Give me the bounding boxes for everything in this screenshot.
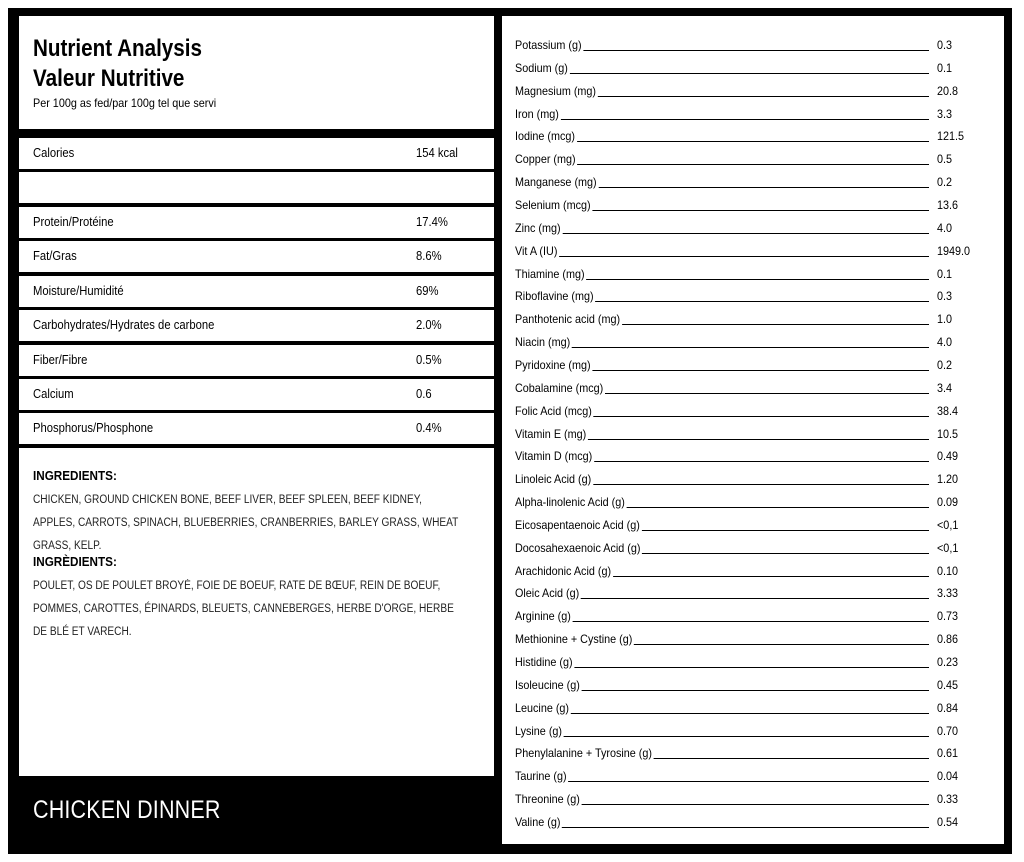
mineral-row: [515, 740, 985, 763]
mineral-row: [515, 261, 985, 284]
mineral-row: [515, 558, 985, 581]
mineral-value: 13.6: [937, 198, 959, 212]
ingredients-heading-en: INGREDIENTS:: [33, 468, 117, 483]
mineral-value: <0,1: [937, 517, 959, 532]
mineral-row: [515, 32, 985, 55]
mineral-value: 0.61: [937, 746, 959, 761]
mineral-label: Isoleucine (g): [515, 677, 580, 692]
mineral-value: 0.23: [937, 655, 959, 669]
mineral-label: Panthotenic acid (mg): [515, 312, 621, 327]
mineral-value: <0,1: [937, 540, 959, 555]
nutrient-label: Fiber/Fibre: [33, 353, 88, 367]
ingredients-box: [19, 448, 494, 776]
nutrient-row: [19, 241, 494, 272]
mineral-row: [515, 398, 985, 421]
mineral-row: [515, 123, 985, 146]
mineral-row: [515, 283, 985, 306]
mineral-value: 38.4: [937, 403, 959, 418]
mineral-row: [515, 421, 985, 444]
mineral-row: [515, 580, 985, 603]
ingredients-text-fr: POULET, OS DE POULET BROYÉ, FOIE DE BOEUF, RATE DE BŒUF, REIN DE BOEUF, POMMES, CAROTTES, ÉPINARDS, BLEUETS, CANNEBERGES, HERBE D'ORGE, HERBE DE BLÉ ET VARECH.: [33, 580, 454, 638]
mineral-row: [515, 55, 985, 78]
mineral-value: 0.73: [937, 609, 959, 624]
mineral-label: Cobalamine (mcg): [515, 380, 604, 395]
mineral-label: Threonine (g): [515, 792, 580, 807]
nutrient-label: Moisture/Humidité: [33, 284, 124, 298]
leader-line: [515, 347, 929, 348]
mineral-label: Histidine (g): [515, 655, 573, 669]
nutrient-value: 17.4%: [416, 215, 448, 229]
mineral-value: 20.8: [937, 83, 959, 98]
mineral-label: Eicosapentaenoic Acid (g): [515, 517, 640, 532]
mineral-value: 0.5: [937, 152, 953, 167]
nutrient-label: Calories: [33, 146, 75, 160]
mineral-label: Vitamin E (mg): [515, 426, 587, 441]
mineral-label: Pyridoxine (mg): [515, 357, 591, 372]
mineral-row: [515, 512, 985, 535]
mineral-label: Lysine (g): [515, 723, 563, 738]
mineral-value: 0.1: [937, 60, 953, 75]
nutrient-value: 2.0%: [416, 318, 442, 332]
mineral-value: 0.2: [937, 357, 953, 372]
mineral-label: Methionine + Cystine (g): [515, 632, 633, 647]
mineral-value: 3.3: [937, 106, 953, 121]
nutrient-value: 8.6%: [416, 249, 442, 263]
nutrient-label: Calcium: [33, 387, 74, 401]
leader-line: [515, 119, 929, 120]
mineral-label: Magnesium (mg): [515, 83, 597, 98]
mineral-value: 4.0: [937, 335, 953, 350]
nutrient-row: [19, 413, 494, 444]
mineral-value: 0.54: [937, 814, 959, 829]
mineral-row: [515, 763, 985, 786]
mineral-row: [515, 192, 985, 215]
mineral-row: [515, 329, 985, 352]
mineral-value: 121.5: [937, 129, 965, 144]
mineral-row: [515, 146, 985, 169]
mineral-value: 0.04: [937, 769, 959, 784]
nutrient-value: 69%: [416, 284, 439, 298]
mineral-label: Valine (g): [515, 814, 561, 829]
mineral-row: [515, 718, 985, 741]
mineral-value: 1949.0: [937, 243, 971, 258]
mineral-row: [515, 672, 985, 695]
nutrient-label: Phosphorus/Phosphone: [33, 421, 154, 435]
mineral-value: 0.2: [937, 175, 953, 190]
serving-note: Per 100g as fed/par 100g tel que servi: [33, 96, 217, 110]
mineral-row: [515, 603, 985, 626]
mineral-label: Taurine (g): [515, 769, 567, 784]
mineral-row: [515, 215, 985, 238]
mineral-label: Leucine (g): [515, 700, 570, 715]
header-box: [19, 16, 494, 129]
mineral-value: 0.10: [937, 563, 959, 578]
mineral-row: [515, 695, 985, 718]
page-title: [33, 34, 202, 94]
mineral-value: 4.0: [937, 220, 953, 235]
leader-line: [515, 667, 929, 668]
mineral-row: [515, 238, 985, 261]
leader-line: [515, 233, 929, 234]
mineral-value: 0.45: [937, 677, 959, 692]
nutrient-row: [19, 172, 494, 203]
nutrient-value: 0.4%: [416, 421, 442, 435]
title-line-en: Nutrient Analysis: [33, 35, 202, 62]
mineral-label: Sodium (g): [515, 60, 568, 75]
mineral-row: [515, 169, 985, 192]
left-panel: [19, 16, 494, 854]
mineral-row: [515, 535, 985, 558]
nutrient-value: 0.5%: [416, 353, 442, 367]
mineral-value: 0.84: [937, 700, 959, 715]
nutrient-label: Protein/Protéine: [33, 215, 114, 229]
mineral-label: Vit A (IU): [515, 243, 558, 258]
mineral-label: Iron (mg): [515, 106, 559, 121]
product-name: CHICKEN DINNER: [33, 796, 221, 824]
title-line-fr: Valeur Nutritive: [33, 65, 185, 92]
mineral-row: [515, 626, 985, 649]
mineral-row: [515, 375, 985, 398]
mineral-label: Phenylalanine + Tyrosine (g): [515, 746, 652, 761]
leader-line: [515, 256, 929, 257]
mineral-value: 1.20: [937, 472, 959, 487]
mineral-value: 0.70: [937, 723, 959, 738]
mineral-label: Niacin (mg): [515, 335, 571, 350]
mineral-label: Folic Acid (mcg): [515, 403, 592, 418]
mineral-value: 0.3: [937, 38, 953, 52]
leader-line: [515, 781, 929, 782]
mineral-label: Iodine (mcg): [515, 129, 576, 144]
mineral-value: 0.09: [937, 495, 959, 509]
mineral-value: 0.33: [937, 792, 959, 807]
mineral-label: Riboflavine (mg): [515, 289, 594, 304]
nutrient-row: [19, 138, 494, 169]
nutrient-row: [19, 379, 494, 410]
mineral-label: Manganese (mg): [515, 175, 597, 190]
nutrient-value: 154 kcal: [416, 146, 458, 160]
mineral-label: Copper (mg): [515, 152, 576, 167]
mineral-label: Thiamine (mg): [515, 266, 585, 281]
nutrient-row: [19, 310, 494, 341]
mineral-label: Docosahexaenoic Acid (g): [515, 540, 641, 555]
mineral-label: Arginine (g): [515, 609, 571, 624]
leader-line: [515, 73, 929, 74]
mineral-label: Linoleic Acid (g): [515, 472, 592, 487]
mineral-label: Potassium (g): [515, 38, 582, 52]
mineral-row: [515, 306, 985, 329]
nutrient-label: Fat/Gras: [33, 249, 77, 263]
nutrient-value: 0.6: [416, 387, 432, 401]
right-panel: [502, 16, 1004, 844]
mineral-label: Oleic Acid (g): [515, 586, 580, 601]
ingredients-text-en: CHICKEN, GROUND CHICKEN BONE, BEEF LIVER, BEEF SPLEEN, BEEF KIDNEY, APPLES, CARROTS, SPINACH, BLUEBERRIES, CRANBERRIES, BARLEY GRASS, WHEAT GRASS, KELP.: [33, 494, 459, 552]
leader-line: [515, 827, 929, 828]
mineral-value: 0.49: [937, 449, 959, 464]
mineral-value: 10.5: [937, 426, 959, 441]
leader-line: [515, 713, 929, 714]
mineral-label: Zinc (mg): [515, 220, 561, 235]
mineral-row: [515, 466, 985, 489]
mineral-row: [515, 489, 985, 512]
nutrient-label: Carbohydrates/Hydrates de carbone: [33, 318, 215, 332]
mineral-row: [515, 649, 985, 672]
mineral-row: [515, 78, 985, 101]
leader-line: [515, 621, 929, 622]
nutrient-row: [19, 276, 494, 307]
mineral-row: [515, 352, 985, 375]
mineral-row: [515, 809, 985, 832]
leader-line: [515, 141, 929, 142]
mineral-value: 1.0: [937, 312, 953, 327]
mineral-value: 3.33: [937, 586, 959, 601]
mineral-label: Selenium (mcg): [515, 198, 591, 212]
leader-line: [515, 736, 929, 737]
mineral-row: [515, 101, 985, 124]
nutrient-row: [19, 207, 494, 238]
mineral-value: 0.86: [937, 632, 959, 647]
nutrient-row: [19, 345, 494, 376]
mineral-value: 3.4: [937, 380, 953, 395]
mineral-value: 0.1: [937, 266, 953, 281]
mineral-label: Alpha-linolenic Acid (g): [515, 495, 625, 509]
mineral-value: 0.3: [937, 289, 953, 304]
ingredients-heading-fr: INGRÈDIENTS:: [33, 554, 117, 569]
mineral-label: Vitamin D (mcg): [515, 449, 593, 464]
mineral-row: [515, 443, 985, 466]
mineral-row: [515, 786, 985, 809]
mineral-label: Arachidonic Acid (g): [515, 563, 612, 578]
